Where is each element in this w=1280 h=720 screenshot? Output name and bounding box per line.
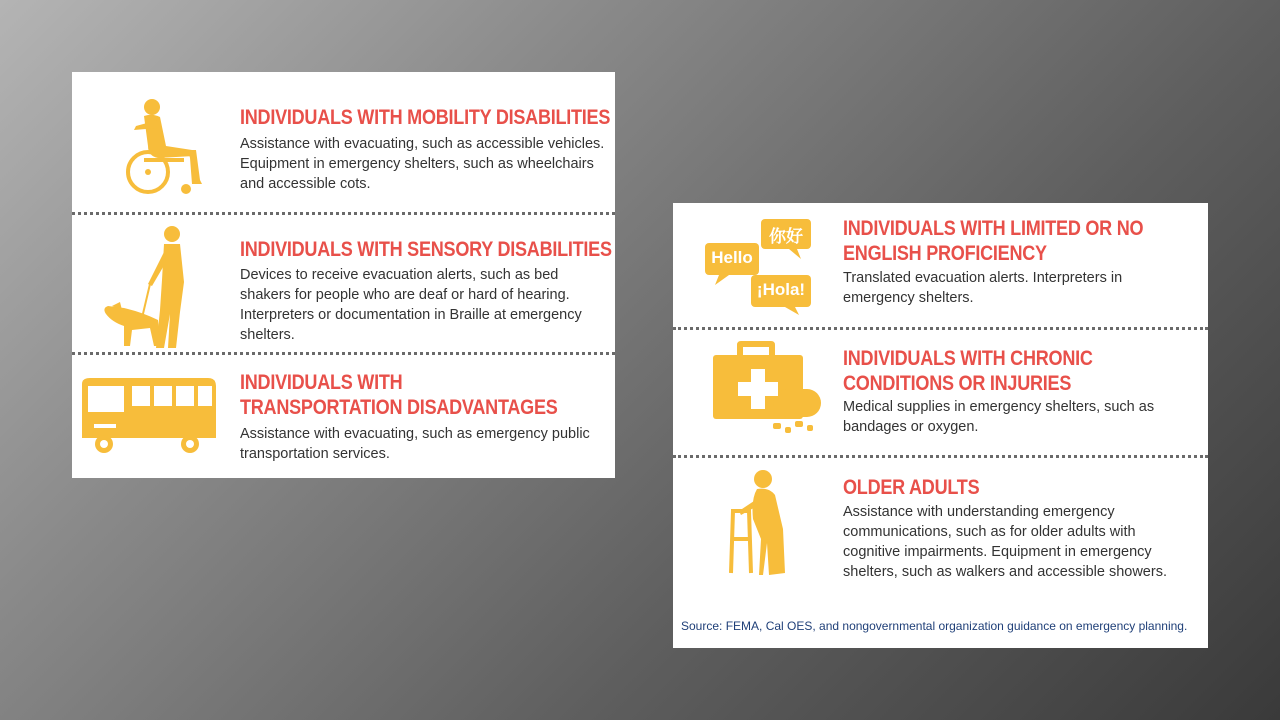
section-mobility	[72, 72, 615, 212]
heading-transportation-line2: TRANSPORTATION DISADVANTAGES	[240, 396, 558, 419]
speech-bubbles-icon	[705, 217, 817, 315]
bubble-hola: ¡Hola!	[756, 280, 806, 299]
right-panel	[673, 203, 1208, 648]
bubble-chinese: 你好	[769, 227, 803, 247]
section-transportation	[72, 354, 615, 478]
first-aid-kit-icon	[713, 341, 823, 441]
desc-english: Translated evacuation alerts. Interpreters in emergency shelters.	[843, 270, 1123, 306]
section-older-adults	[673, 457, 1208, 617]
heading-english-line2: ENGLISH PROFICIENCY	[843, 242, 1047, 265]
older-adult-walker-icon	[729, 469, 799, 581]
section-english-proficiency	[673, 203, 1208, 327]
bubble-hello: Hello	[711, 248, 753, 267]
wheelchair-user-icon	[122, 98, 206, 198]
desc-chronic: Medical supplies in emergency shelters, such as bandages or oxygen.	[843, 399, 1155, 435]
guide-dog-icon	[102, 222, 202, 352]
heading-english-line1: INDIVIDUALS WITH LIMITED OR NO	[843, 217, 1144, 240]
heading-chronic-line2: CONDITIONS OR INJURIES	[843, 372, 1072, 395]
desc-transportation: Assistance with evacuating, such as emergency public transportation services.	[240, 426, 590, 462]
desc-older-adults: Assistance with understanding emergency communications, such as for older adults with cognitive impairments. Equipment in emergency shelters, such as walkers and accessible showers.	[843, 504, 1167, 580]
heading-transportation-line1: INDIVIDUALS WITH	[240, 371, 403, 394]
heading-older-adults: OLDER ADULTS	[843, 476, 980, 499]
source-note: Source: FEMA, Cal OES, and nongovernmental organization guidance on emergency planning.	[681, 619, 1188, 633]
bus-icon	[78, 376, 218, 456]
desc-mobility: Assistance with evacuating, such as accessible vehicles. Equipment in emergency shelters, such as wheelchairs and accessible cots.	[240, 136, 605, 192]
desc-sensory: Devices to receive evacuation alerts, such as bed shakers for people who are deaf or hard of hearing. Interpreters or documentation in Braille at emergency shelters.	[240, 267, 582, 343]
left-panel	[72, 72, 615, 478]
heading-sensory: INDIVIDUALS WITH SENSORY DISABILITIES	[240, 238, 612, 261]
section-sensory	[72, 214, 615, 352]
section-chronic-conditions	[673, 329, 1208, 455]
heading-mobility: INDIVIDUALS WITH MOBILITY DISABILITIES	[240, 106, 611, 129]
heading-chronic-line1: INDIVIDUALS WITH CHRONIC	[843, 347, 1093, 370]
